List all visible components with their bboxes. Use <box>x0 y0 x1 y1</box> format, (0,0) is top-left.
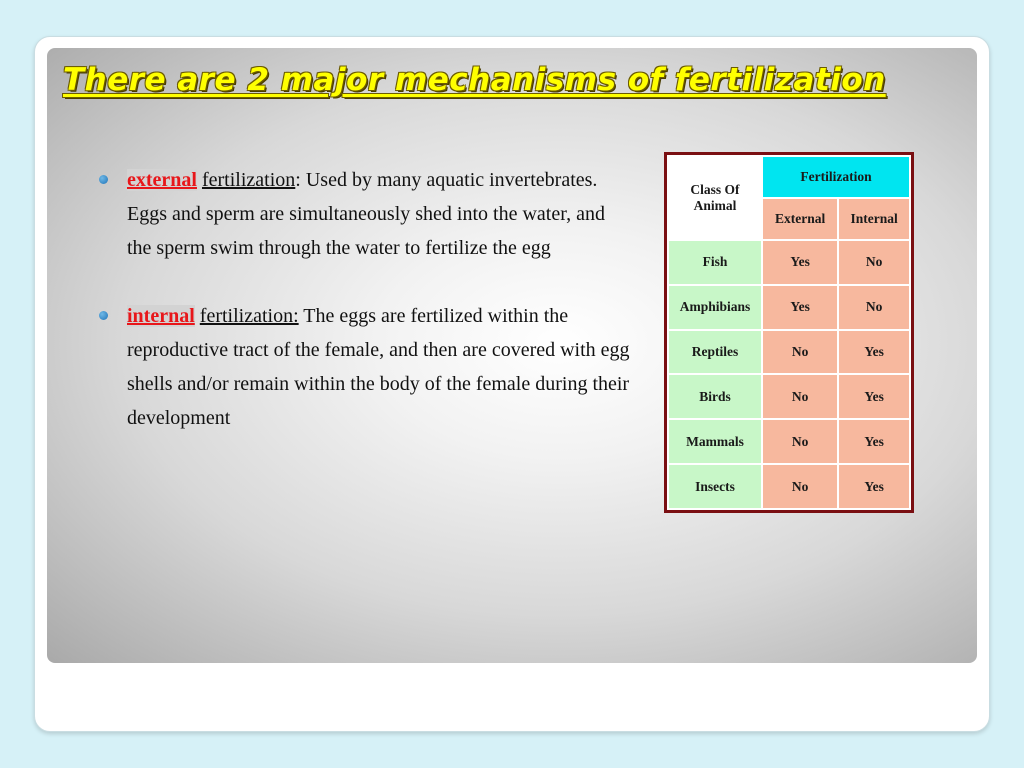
slide-title: There are 2 major mechanisms of fertilization <box>63 62 886 98</box>
fertilization-table <box>664 152 914 513</box>
external-cell: No <box>763 420 837 463</box>
header-fertilization: Fertilization <box>763 157 909 197</box>
bullet-text: The eggs are fertilized within the reproductive tract of the female, and then are covered with egg shells and/or remain within the body of the female during their development <box>127 305 630 429</box>
header-internal: Internal <box>839 199 909 239</box>
term-separator: : <box>295 169 301 191</box>
keyword-internal: internal <box>127 305 195 327</box>
header-external: External <box>763 199 837 239</box>
internal-cell: Yes <box>839 420 909 463</box>
table-row <box>669 286 909 329</box>
table-row <box>669 465 909 508</box>
animal-cell: Amphibians <box>669 286 761 329</box>
external-cell: Yes <box>763 241 837 284</box>
slide-panel <box>47 48 977 663</box>
animal-cell: Insects <box>669 465 761 508</box>
bullet-external <box>97 163 632 265</box>
internal-cell: Yes <box>839 465 909 508</box>
bullet-dot-icon <box>99 311 108 320</box>
animal-cell: Fish <box>669 241 761 284</box>
external-cell: No <box>763 375 837 418</box>
bullet-dot-icon <box>99 175 108 184</box>
table-row <box>669 241 909 284</box>
external-cell: No <box>763 331 837 374</box>
term-fertilization: fertilization: <box>199 305 299 327</box>
internal-cell: Yes <box>839 331 909 374</box>
table-row <box>669 331 909 374</box>
table-row <box>669 420 909 463</box>
external-cell: No <box>763 465 837 508</box>
animal-cell: Mammals <box>669 420 761 463</box>
internal-cell: No <box>839 286 909 329</box>
bullet-list <box>97 163 632 469</box>
external-cell: Yes <box>763 286 837 329</box>
keyword-external: external <box>127 169 197 191</box>
animal-cell: Birds <box>669 375 761 418</box>
internal-cell: No <box>839 241 909 284</box>
bullet-internal <box>97 299 632 435</box>
internal-cell: Yes <box>839 375 909 418</box>
table-row <box>669 375 909 418</box>
term-fertilization: fertilization <box>201 169 296 191</box>
animal-cell: Reptiles <box>669 331 761 374</box>
header-class-of-animal: Class Of Animal <box>669 157 761 239</box>
bullet-text: Used by many aquatic invertebrates. Eggs and sperm are simultaneously shed into the water, and the sperm swim through the water to fertilize the egg <box>127 169 605 259</box>
